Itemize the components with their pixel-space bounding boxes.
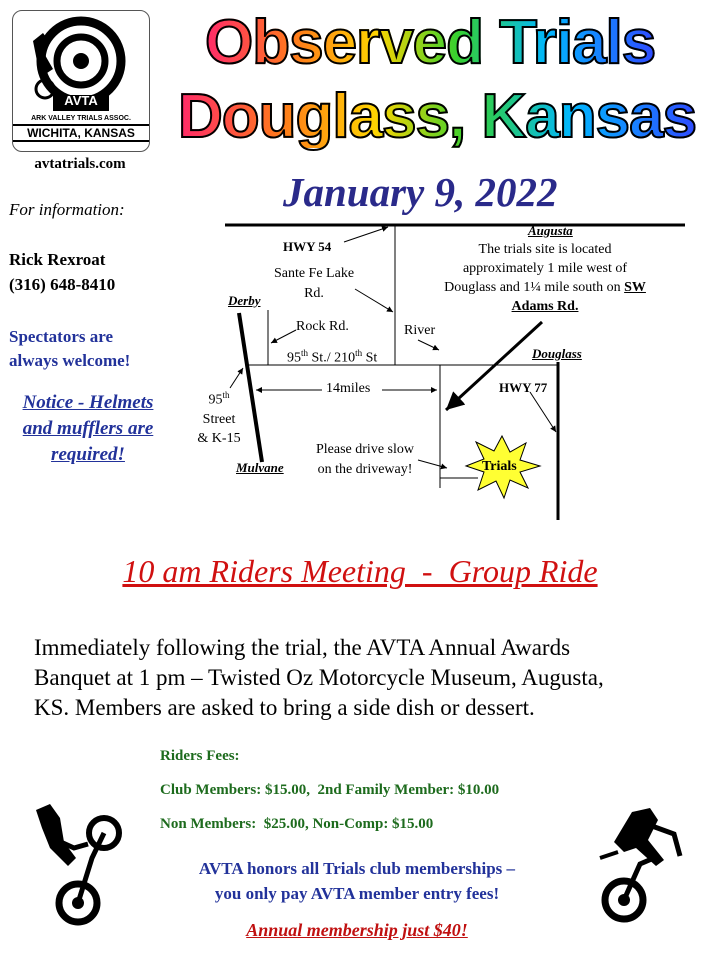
- drive-slow-note: Please drive slow on the driveway!: [316, 442, 414, 477]
- hwy54-arrow: [344, 227, 388, 242]
- title-line1: Observed Trials: [205, 8, 656, 77]
- hwy77-arrow: [530, 392, 556, 432]
- map-label-derby: Derby: [228, 293, 261, 308]
- contact-name: Rick Rexroat: [9, 250, 106, 269]
- site-line2: approximately 1 mile west of: [462, 261, 628, 276]
- notice-line2: and mufflers are: [22, 418, 154, 439]
- street95-arrow: [230, 368, 243, 388]
- map-label-95th-street: 95th Street & K-15: [197, 390, 241, 446]
- banquet-line1: Immediately following the trial, the AVTA Annual Awards: [34, 635, 571, 660]
- site-line1: The trials site is located: [478, 242, 612, 257]
- info-label: For information:: [9, 200, 125, 219]
- annual-membership: Annual membership just $40!: [246, 920, 468, 940]
- spectators-line2: always welcome!: [9, 351, 131, 370]
- map-label-augusta: Augusta: [528, 223, 573, 238]
- map-label-95th-st: 95th St./ 210th St: [287, 348, 378, 366]
- logo-city: WICHITA, KANSAS: [13, 124, 149, 142]
- riders-meeting: 10 am Riders Meeting - Group Ride: [122, 553, 598, 589]
- fees-honor: AVTA honors all Trials club memberships – you only pay AVTA member entry fees!: [198, 859, 516, 903]
- map-label-mulvane: Mulvane: [236, 460, 284, 475]
- map-label-miles: 14miles: [326, 381, 371, 396]
- notice-line3: required!: [51, 444, 125, 465]
- logo-org-name: ARK VALLEY TRIALS ASSOC.: [31, 115, 131, 122]
- rock-rd-arrow: [271, 330, 296, 343]
- map-label-river: River: [404, 323, 436, 338]
- fees-non-members: Non Members: $25.00, Non-Comp: $15.00: [160, 816, 434, 832]
- notice-line1: Notice - Helmets: [22, 392, 154, 413]
- banquet-text: [34, 633, 604, 723]
- banquet-line2: Banquet at 1 pm – Twisted Oz Motorcycle Museum, Augusta,: [34, 665, 604, 690]
- rider-right-icon: [592, 806, 692, 926]
- logo-acronym: AVTA: [64, 93, 98, 108]
- map-label-hwy54: HWY 54: [283, 239, 332, 254]
- river-arrow: [418, 340, 439, 350]
- fees-club: Club Members: $15.00, 2nd Family Member: $10.00: [160, 782, 500, 798]
- santa-fe-arrow: [355, 289, 393, 312]
- site-road: Adams Rd.: [511, 299, 579, 314]
- map-label-hwy77: HWY 77: [499, 380, 548, 395]
- website[interactable]: avtatrials.com: [34, 156, 126, 172]
- site-line3: Douglass and 1¼ mile south on SW: [444, 280, 646, 295]
- map-label-rock-rd: Rock Rd.: [296, 319, 349, 334]
- fees-heading: Riders Fees:: [160, 748, 240, 764]
- banquet-line3: KS. Members are asked to bring a side dish or dessert.: [34, 695, 535, 720]
- santa-fe-label: Sante Fe Lake Rd.: [273, 266, 355, 301]
- spectators-line1: Spectators are: [9, 327, 114, 346]
- site-description: [422, 240, 668, 316]
- map-label-douglass: Douglass: [532, 346, 582, 361]
- title-line2: Douglass, Kansas: [178, 82, 697, 151]
- trials-label: Trials: [482, 459, 517, 474]
- event-date: January 9, 2022: [283, 169, 558, 215]
- rider-left-icon: [22, 798, 132, 928]
- contact-phone: (316) 648-8410: [9, 275, 116, 294]
